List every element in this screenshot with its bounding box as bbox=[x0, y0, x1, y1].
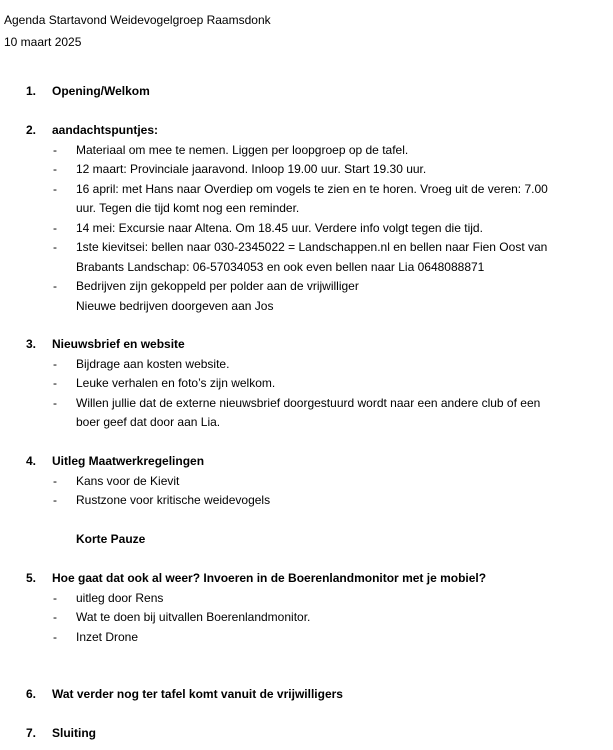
agenda-bullet: Bedrijven zijn gekoppeld per polder aan de vrijwilliger bbox=[76, 279, 359, 293]
document-date: 10 maart 2025 bbox=[4, 35, 82, 49]
bullet-dash: - bbox=[53, 356, 57, 371]
agenda-bullet: 16 april: met Hans naar Overdiep om vogels te zien en te horen. Vroeg uit de veren: 7.00 bbox=[76, 181, 548, 196]
agenda-item-number: 5. bbox=[26, 571, 37, 585]
agenda-item-number: 3. bbox=[26, 337, 37, 351]
bullet-dash: - bbox=[53, 220, 57, 235]
bullet-dash: - bbox=[53, 629, 57, 644]
agenda-bullet: Brabants Landschap: 06-57034053 en ook even bellen naar Lia 0648088871 bbox=[76, 259, 485, 274]
bullet-dash: - bbox=[53, 610, 57, 624]
agenda-item-number: 2. bbox=[26, 123, 37, 137]
agenda-item-title: Wat verder nog ter tafel komt vanuit de vrijwilligers bbox=[52, 687, 343, 701]
agenda-item-title: Sluiting bbox=[52, 726, 96, 740]
agenda-bullet: 1ste kievitsei: bellen naar 030-2345022 = Landschappen.nl en bellen naar Fien Oost van bbox=[76, 240, 548, 254]
agenda-bullet: 12 maart: Provinciale jaaravond. Inloop 19.00 uur. Start 19.30 uur. bbox=[76, 162, 427, 176]
agenda-bullet: Rustzone voor kritische weidevogels bbox=[76, 493, 271, 507]
agenda-bullet: Willen jullie dat de externe nieuwsbrief doorgestuurd wordt naar een andere club of een bbox=[76, 395, 541, 410]
bullet-dash: - bbox=[53, 162, 57, 176]
agenda-item-number: 7. bbox=[26, 726, 37, 740]
bullet-dash: - bbox=[53, 493, 57, 507]
agenda-bullet: Inzet Drone bbox=[76, 629, 139, 644]
agenda-bullet: Wat te doen bij uitvallen Boerenlandmonitor. bbox=[76, 610, 311, 624]
agenda-item-number: 4. bbox=[26, 454, 37, 468]
agenda-item-number: 1. bbox=[26, 84, 37, 98]
agenda-item-title: Uitleg Maatwerkregelingen bbox=[52, 454, 205, 468]
agenda-bullet: Nieuwe bedrijven doorgeven aan Jos bbox=[76, 298, 274, 313]
agenda-bullet: uur. Tegen die tijd komt nog een reminder. bbox=[76, 201, 300, 215]
bullet-dash: - bbox=[53, 142, 57, 157]
agenda-bullet: Bijdrage aan kosten website. bbox=[76, 356, 230, 371]
agenda-bullet: uitleg door Rens bbox=[76, 590, 164, 605]
agenda-item-number: 6. bbox=[26, 687, 37, 701]
bullet-dash: - bbox=[53, 376, 57, 390]
agenda-item-title: aandachtspuntjes: bbox=[52, 123, 159, 137]
agenda-bullet: 14 mei: Excursie naar Altena. Om 18.45 uur. Verdere info volgt tegen die tijd. bbox=[76, 220, 483, 235]
agenda-item-title: Opening/Welkom bbox=[52, 84, 150, 98]
bullet-dash: - bbox=[53, 181, 57, 196]
agenda-item-title: Korte Pauze bbox=[76, 532, 146, 546]
agenda-bullet: Leuke verhalen en foto’s zijn welkom. bbox=[76, 376, 276, 390]
bullet-dash: - bbox=[53, 240, 57, 254]
agenda-bullet: boer geef dat door aan Lia. bbox=[76, 415, 221, 429]
bullet-dash: - bbox=[53, 590, 57, 605]
agenda-item-title: Hoe gaat dat ook al weer? Invoeren in de Boerenlandmonitor met je mobiel? bbox=[52, 571, 487, 585]
bullet-dash: - bbox=[53, 395, 57, 410]
document-title: Agenda Startavond Weidevogelgroep Raamsdonk bbox=[4, 13, 271, 27]
agenda-bullet: Kans voor de Kievit bbox=[76, 473, 180, 488]
agenda-bullet: Materiaal om mee te nemen. Liggen per loopgroep op de tafel. bbox=[76, 142, 409, 157]
bullet-dash: - bbox=[53, 473, 57, 488]
agenda-item-title: Nieuwsbrief en website bbox=[52, 337, 185, 351]
bullet-dash: - bbox=[53, 279, 57, 293]
